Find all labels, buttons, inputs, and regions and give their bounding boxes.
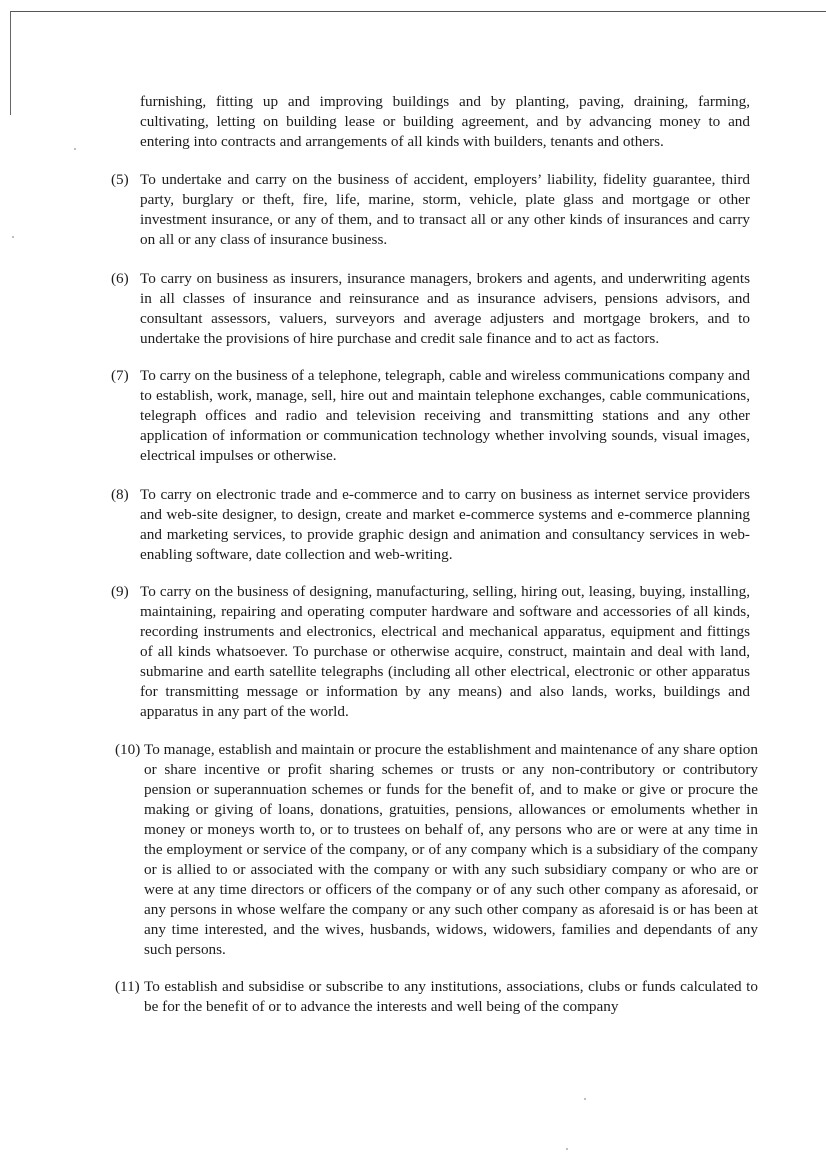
scan-border-top bbox=[10, 11, 826, 12]
clause-number: (7) bbox=[111, 367, 129, 384]
clause-9 bbox=[0, 582, 826, 722]
scan-speck bbox=[584, 1098, 586, 1100]
clause-10 bbox=[0, 740, 826, 960]
continuation-text: furnishing, fitting up and improving buildings and by planting, paving, draining, farming, cultivating, letting on building lease or building agreement, and by advancing money to and entering into contracts and arrangements of all kinds with builders, tenants and others. bbox=[140, 93, 750, 150]
clause-number: (6) bbox=[111, 270, 129, 287]
clause-text: To undertake and carry on the business of accident, employers’ liability, fidelity guarantee, third party, burglary or theft, fire, life, marine, storm, vehicle, plate glass and mortgage or other investment insurance, or any of them, and to transact all or any other kinds of insurances and carry on all or any class of insurance business. bbox=[140, 171, 750, 248]
scan-speck bbox=[12, 236, 14, 238]
scan-speck bbox=[566, 1148, 568, 1150]
clause-number: (11) bbox=[115, 978, 140, 995]
clause-8 bbox=[0, 485, 826, 565]
clause-11 bbox=[0, 977, 826, 1017]
clause-6 bbox=[0, 269, 826, 349]
clause-text: To manage, establish and maintain or procure the establishment and maintenance of any share option or share incentive or profit sharing schemes or trusts or any non-contributory or contributory pension or superannuation schemes or funds for the benefit of, and to make or give or procure the making or giving of loans, donations, gratuities, pensions, allowances or emoluments whether in money or moneys worth to, or to trustees on behalf of, any persons who are or were at any time in the employment or service of the company, or of any company which is a subsidiary of the company or is allied to or associated with the company or with any such subsidiary company or who are or were at any time directors or officers of the company or of any such other company as aforesaid, or any persons in whose welfare the company or any such other company as aforesaid is or has been at any time interested, and the wives, husbands, widows, widowers, families and dependants of any such persons. bbox=[144, 741, 758, 958]
clause-text: To carry on electronic trade and e-commerce and to carry on business as internet service providers and web-site designer, to design, create and market e-commerce systems and e-commerce planning and marketing services, to provide graphic design and animation and consultancy services in web-enabling software, date collection and web-writing. bbox=[140, 486, 750, 563]
clause-5 bbox=[0, 170, 826, 250]
clause-number: (8) bbox=[111, 486, 129, 503]
clause-text: To carry on the business of designing, manufacturing, selling, hiring out, leasing, buying, installing, maintaining, repairing and operating computer hardware and software and accessories of all kinds, recording instruments and electronics, electrical and mechanical apparatus, equipment and fittings of all kinds whatsoever. To purchase or otherwise acquire, construct, maintain and deal with land, submarine and earth satellite telegraphs (including all other electrical, electronic or other apparatus for transmitting message or information by any means) and also lands, works, buildings and apparatus in any part of the world. bbox=[140, 583, 750, 720]
clause-number: (5) bbox=[111, 171, 129, 188]
clause-number: (10) bbox=[115, 741, 141, 758]
scan-speck bbox=[74, 148, 76, 150]
document-body bbox=[0, 92, 826, 1017]
clause-text: To carry on business as insurers, insurance managers, brokers and agents, and underwriting agents in all classes of insurance and reinsurance and as insurance advisers, pensions advisors, and consultant assessors, valuers, surveyors and average adjusters and mortgage brokers, and to undertake the provisions of hire purchase and credit sale finance and to act as factors. bbox=[140, 270, 750, 347]
clause-7 bbox=[0, 366, 826, 466]
clause-number: (9) bbox=[111, 583, 129, 600]
clause-text: To establish and subsidise or subscribe to any institutions, associations, clubs or funds calculated to be for the benefit of or to advance the interests and well being of the company bbox=[144, 978, 758, 1015]
continuation-paragraph bbox=[140, 92, 750, 152]
clause-text: To carry on the business of a telephone, telegraph, cable and wireless communications company and to establish, work, manage, sell, hire out and maintain telephone exchanges, cable communications, telegraph offices and radio and television receiving and transmitting stations and any other application of information or communication technology whether involving sounds, visual images, electrical impulses or otherwise. bbox=[140, 367, 750, 464]
